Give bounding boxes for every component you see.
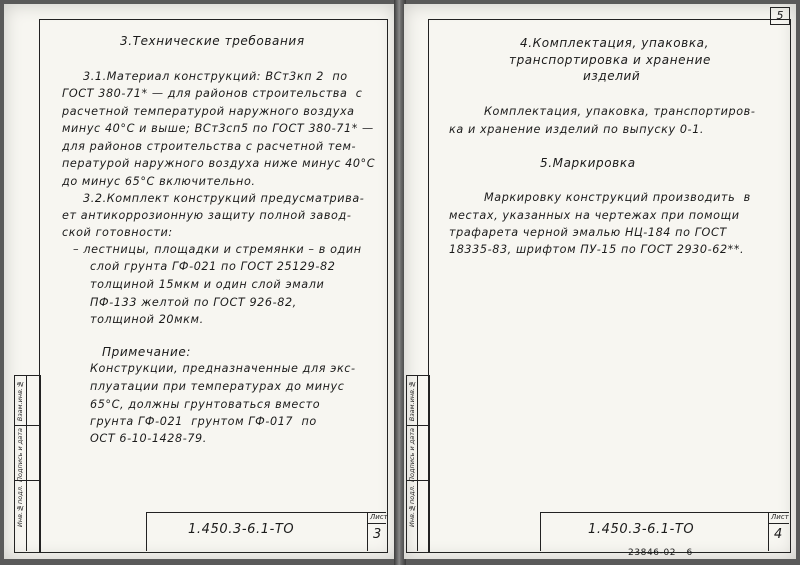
- left-side-box-divider: [26, 375, 27, 551]
- left-stamp-code: 1.450.3-6.1-ТО: [188, 522, 295, 537]
- right-side-label: Взам.инв.№: [408, 380, 416, 422]
- right-section4-line: ка и хранение изделий по выпуску 0-1.: [449, 123, 705, 136]
- left-stamp-divider: [367, 512, 368, 551]
- left-stamp-top-line: [146, 512, 386, 513]
- footer-code: 23846-02 6: [628, 548, 693, 558]
- left-note-line: плуатации при температурах до минус: [90, 380, 345, 393]
- right-section5-line: 18335-83, шрифтом ПУ-15 по ГОСТ 2930-62**.: [449, 243, 745, 256]
- left-text-line: пературой наружного воздуха ниже минус 40°С: [62, 157, 376, 170]
- left-text-line: толщиной 15мкм и один слой эмали: [90, 278, 325, 291]
- right-section4-title: 4.Комплектация, упаковка,: [520, 36, 710, 50]
- left-stamp-divider: [146, 512, 147, 551]
- left-text-line: ПФ-133 желтой по ГОСТ 926-82,: [90, 296, 297, 309]
- right-side-label: Инв.№подл.: [408, 485, 416, 527]
- right-side-label: Подпись и дата: [408, 428, 416, 482]
- left-note-line: 65°С, должны грунтоваться вместо: [90, 398, 321, 411]
- right-stamp-top-line: [540, 512, 789, 513]
- right-corner-number: 5: [770, 7, 790, 25]
- left-text-line: ской готовности:: [62, 226, 173, 239]
- right-sheet-label: Лист: [771, 513, 789, 521]
- right-section4-line: Комплектация, упаковка, транспортиров-: [484, 105, 756, 118]
- left-text-line: 3.1.Материал конструкций: ВСт3кп 2 по: [83, 70, 348, 83]
- right-section4-title: транспортировка и хранение: [509, 53, 711, 67]
- right-stamp-divider: [768, 512, 769, 551]
- right-section5-title: 5.Маркировка: [540, 156, 636, 170]
- right-page-frame: [428, 19, 791, 553]
- left-stamp-sheet-line: [367, 523, 386, 524]
- left-section-title: 3.Технические требования: [120, 34, 305, 48]
- left-text-line: слой грунта ГФ-021 по ГОСТ 25129-82: [90, 260, 336, 273]
- left-side-box-divider: [14, 425, 39, 426]
- left-text-line: толщиной 20мкм.: [90, 313, 204, 326]
- right-stamp-divider: [540, 512, 541, 551]
- right-section4-title: изделий: [583, 69, 641, 83]
- left-side-label: Инв.№подл.: [16, 485, 24, 527]
- right-section5-line: местах, указанных на чертежах при помощи: [449, 209, 740, 222]
- right-side-box-divider: [406, 425, 428, 426]
- left-note-title: Примечание:: [102, 345, 191, 359]
- left-text-line: минус 40°С и выше; ВСт3сп5 по ГОСТ 380-71* —: [62, 122, 374, 135]
- left-text-line: ГОСТ 380-71* — для районов строительства с: [62, 87, 363, 100]
- right-section5-line: Маркировку конструкций производить в: [484, 191, 751, 204]
- left-text-line: расчетной температурой наружного воздуха: [62, 105, 355, 118]
- left-text-line: – лестницы, площадки и стремянки – в один: [73, 243, 362, 256]
- left-note-line: Конструкции, предназначенные для экс-: [90, 362, 356, 375]
- right-stamp-code: 1.450.3-6.1-ТО: [588, 522, 695, 537]
- right-sheet-number: 4: [774, 527, 783, 542]
- left-note-line: ОСТ 6-10-1428-79.: [90, 432, 207, 445]
- left-side-label: Подпись и дата: [16, 428, 24, 482]
- left-text-line: 3.2.Комплект конструкций предусматрива-: [83, 192, 365, 205]
- left-sheet-label: Лист: [370, 513, 388, 521]
- left-text-line: для районов строительства с расчетной тем-: [62, 140, 357, 153]
- right-stamp-sheet-line: [768, 523, 789, 524]
- left-sheet-number: 3: [373, 527, 382, 542]
- left-text-line: до минус 65°С включительно.: [62, 175, 256, 188]
- left-side-label: Взам.инв.№: [16, 380, 24, 422]
- right-section5-line: трафарета черной эмалью НЦ-184 по ГОСТ: [449, 226, 727, 239]
- left-text-line: ет антикоррозионную защиту полной завод-: [62, 209, 352, 222]
- left-note-line: грунта ГФ-021 грунтом ГФ-017 по: [90, 415, 317, 428]
- right-side-box-divider: [417, 375, 418, 551]
